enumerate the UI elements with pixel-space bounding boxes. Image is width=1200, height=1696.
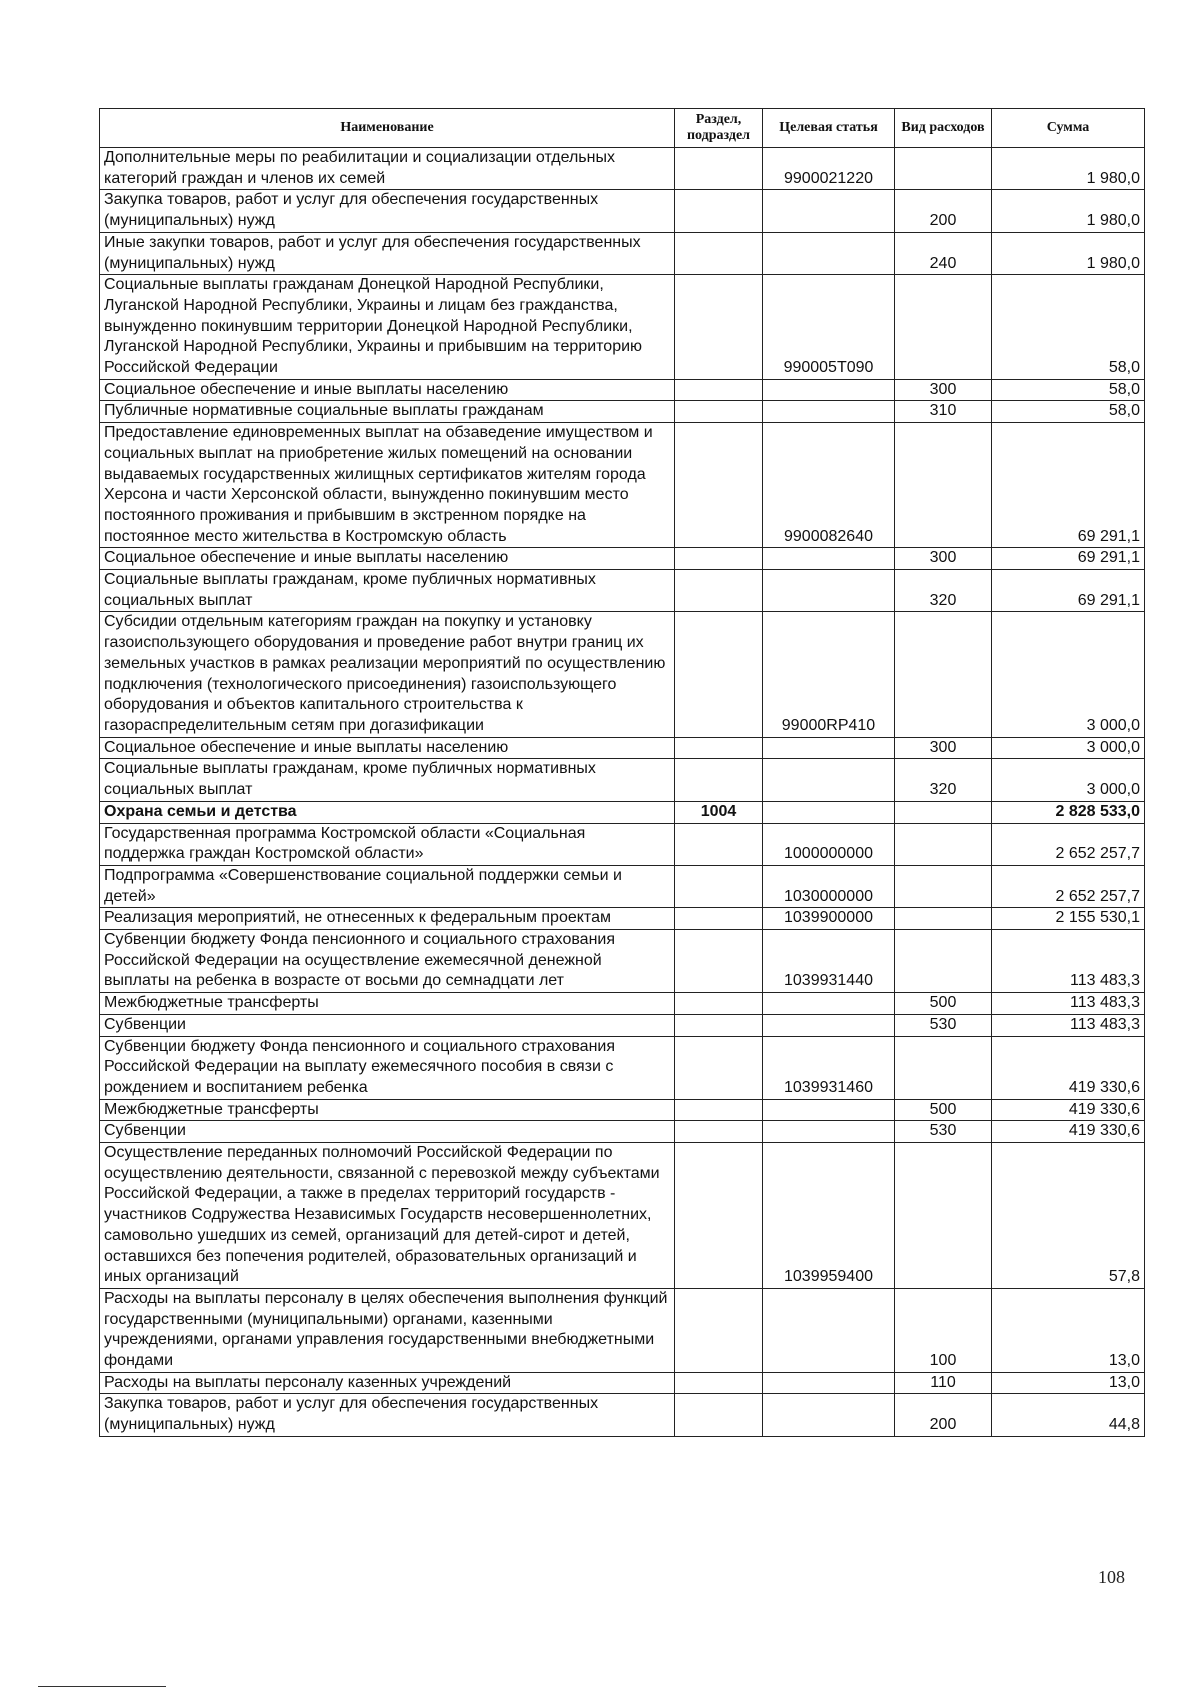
cell-sum: 419 330,6 [992, 1099, 1145, 1121]
cell-sum: 1 980,0 [992, 190, 1145, 232]
cell-target: 1039900000 [763, 908, 895, 930]
cell-section: 1004 [675, 801, 763, 823]
table-row [100, 423, 1145, 548]
table-row [100, 993, 1145, 1015]
cell-target [763, 1121, 895, 1143]
cell-expense-type [895, 1036, 992, 1099]
cell-sum: 69 291,1 [992, 570, 1145, 612]
cell-expense-type: 500 [895, 1099, 992, 1121]
cell-name: Социальное обеспечение и иные выплаты населению [100, 548, 675, 570]
cell-name: Реализация мероприятий, не отнесенных к федеральным проектам [100, 908, 675, 930]
cell-target [763, 190, 895, 232]
cell-expense-type: 310 [895, 401, 992, 423]
table-header-row [100, 109, 1145, 148]
cell-sum: 3 000,0 [992, 759, 1145, 801]
cell-section [675, 737, 763, 759]
table-row [100, 1014, 1145, 1036]
cell-expense-type [895, 423, 992, 548]
cell-expense-type [895, 908, 992, 930]
cell-sum: 2 652 257,7 [992, 865, 1145, 907]
cell-section [675, 148, 763, 190]
cell-name: Расходы на выплаты персоналу в целях обеспечения выполнения функций государственными (муниципальными) органами, казенными учреждениями, органами управления государственными внебюджетными фондами [100, 1288, 675, 1372]
table-row [100, 148, 1145, 190]
table-row [100, 801, 1145, 823]
table-row [100, 737, 1145, 759]
cell-name: Социальные выплаты гражданам, кроме публичных нормативных социальных выплат [100, 759, 675, 801]
cell-section [675, 570, 763, 612]
table-row [100, 275, 1145, 380]
cell-section [675, 612, 763, 737]
cell-section [675, 865, 763, 907]
cell-expense-type: 530 [895, 1014, 992, 1036]
cell-sum: 419 330,6 [992, 1121, 1145, 1143]
table-row [100, 823, 1145, 865]
cell-sum: 44,8 [992, 1394, 1145, 1436]
header-section: Раздел, подраздел [675, 109, 763, 148]
cell-section [675, 823, 763, 865]
table-row [100, 865, 1145, 907]
table-row [100, 401, 1145, 423]
cell-expense-type [895, 930, 992, 993]
cell-name: Закупка товаров, работ и услуг для обеспечения государственных (муниципальных) нужд [100, 190, 675, 232]
cell-expense-type: 300 [895, 548, 992, 570]
cell-sum: 58,0 [992, 401, 1145, 423]
cell-sum: 113 483,3 [992, 930, 1145, 993]
cell-name: Субсидии отдельным категориям граждан на покупку и установку газоиспользующего оборудования и проведение работ внутри границ их земельных участков в рамках реализации мероприятий по осуществлению подключения (технологического присоединения) газоиспользующего оборудования и объектов капитального строительства к газораспределительным сетям при догазификации [100, 612, 675, 737]
cell-target [763, 401, 895, 423]
cell-target [763, 232, 895, 274]
page-number: 108 [1098, 1567, 1125, 1587]
cell-section [675, 1036, 763, 1099]
table-row [100, 232, 1145, 274]
cell-section [675, 379, 763, 401]
cell-name: Осуществление переданных полномочий Российской Федерации по осуществлению деятельности, связанной с перевозкой между субъектами Российской Федерации, а также в пределах территорий государств - участников Содружества Независимых Государств несовершеннолетних, самовольно ушедших из семей, организаций для детей-сирот и детей, оставшихся без попечения родителей, образовательных организаций и иных организаций [100, 1143, 675, 1289]
cell-target: 1039931460 [763, 1036, 895, 1099]
cell-target [763, 548, 895, 570]
header-sum: Сумма [992, 109, 1145, 148]
cell-target: 1039959400 [763, 1143, 895, 1289]
cell-name: Социальное обеспечение и иные выплаты населению [100, 379, 675, 401]
table-row [100, 1288, 1145, 1372]
table-row [100, 759, 1145, 801]
cell-section [675, 908, 763, 930]
cell-name: Субвенции [100, 1121, 675, 1143]
cell-sum: 113 483,3 [992, 993, 1145, 1015]
cell-target [763, 1099, 895, 1121]
cell-expense-type: 200 [895, 190, 992, 232]
cell-section [675, 993, 763, 1015]
cell-target: 1030000000 [763, 865, 895, 907]
cell-sum: 13,0 [992, 1288, 1145, 1372]
cell-expense-type [895, 612, 992, 737]
cell-expense-type: 320 [895, 570, 992, 612]
cell-section [675, 1394, 763, 1436]
cell-section [675, 423, 763, 548]
cell-sum: 113 483,3 [992, 1014, 1145, 1036]
cell-sum: 69 291,1 [992, 548, 1145, 570]
cell-name: Подпрограмма «Совершенствование социальной поддержки семьи и детей» [100, 865, 675, 907]
cell-expense-type [895, 275, 992, 380]
cell-name: Охрана семьи и детства [100, 801, 675, 823]
footer-divider [38, 1686, 166, 1687]
cell-expense-type: 200 [895, 1394, 992, 1436]
cell-sum: 2 828 533,0 [992, 801, 1145, 823]
cell-target: 9900021220 [763, 148, 895, 190]
cell-name: Социальные выплаты гражданам, кроме публичных нормативных социальных выплат [100, 570, 675, 612]
cell-name: Субвенции [100, 1014, 675, 1036]
cell-section [675, 232, 763, 274]
cell-target: 1039931440 [763, 930, 895, 993]
cell-name: Иные закупки товаров, работ и услуг для обеспечения государственных (муниципальных) нужд [100, 232, 675, 274]
cell-target [763, 1372, 895, 1394]
cell-target [763, 1288, 895, 1372]
cell-section [675, 190, 763, 232]
cell-expense-type [895, 823, 992, 865]
cell-section [675, 548, 763, 570]
cell-expense-type: 100 [895, 1288, 992, 1372]
cell-name: Публичные нормативные социальные выплаты гражданам [100, 401, 675, 423]
cell-name: Социальные выплаты гражданам Донецкой Народной Республики, Луганской Народной Республики, Украины и лицам без гражданства, вынужденно покинувшим территории Донецкой Народной Республики, Луганской Народной Республики, Украины и прибывшим на территорию Российской Федерации [100, 275, 675, 380]
header-expense-type: Вид расходов [895, 109, 992, 148]
table-row [100, 548, 1145, 570]
table-row [100, 930, 1145, 993]
header-target: Целевая статья [763, 109, 895, 148]
cell-target [763, 737, 895, 759]
table-row [100, 1036, 1145, 1099]
cell-name: Межбюджетные трансферты [100, 1099, 675, 1121]
cell-target [763, 1014, 895, 1036]
cell-expense-type: 240 [895, 232, 992, 274]
cell-expense-type: 500 [895, 993, 992, 1015]
cell-expense-type [895, 1143, 992, 1289]
cell-section [675, 1143, 763, 1289]
cell-expense-type: 530 [895, 1121, 992, 1143]
table-row [100, 1121, 1145, 1143]
cell-expense-type: 320 [895, 759, 992, 801]
cell-section [675, 1099, 763, 1121]
cell-sum: 419 330,6 [992, 1036, 1145, 1099]
cell-section [675, 1288, 763, 1372]
cell-target [763, 379, 895, 401]
cell-name: Расходы на выплаты персоналу казенных учреждений [100, 1372, 675, 1394]
cell-section [675, 1372, 763, 1394]
cell-name: Субвенции бюджету Фонда пенсионного и социального страхования Российской Федерации на осуществление ежемесячной денежной выплаты на ребенка в возрасте от восьми до семнадцати лет [100, 930, 675, 993]
cell-target: 99000RP410 [763, 612, 895, 737]
cell-sum: 13,0 [992, 1372, 1145, 1394]
cell-sum: 1 980,0 [992, 232, 1145, 274]
table-row [100, 1372, 1145, 1394]
cell-target [763, 570, 895, 612]
cell-section [675, 930, 763, 993]
cell-sum: 2 155 530,1 [992, 908, 1145, 930]
cell-target [763, 801, 895, 823]
cell-name: Дополнительные меры по реабилитации и социализации отдельных категорий граждан и членов их семей [100, 148, 675, 190]
cell-expense-type: 300 [895, 379, 992, 401]
cell-sum: 69 291,1 [992, 423, 1145, 548]
cell-section [675, 401, 763, 423]
table-row [100, 1143, 1145, 1289]
table-row [100, 379, 1145, 401]
cell-name: Закупка товаров, работ и услуг для обеспечения государственных (муниципальных) нужд [100, 1394, 675, 1436]
cell-sum: 2 652 257,7 [992, 823, 1145, 865]
table-body [100, 148, 1145, 1437]
cell-section [675, 1014, 763, 1036]
table-row [100, 1394, 1145, 1436]
cell-name: Государственная программа Костромской области «Социальная поддержка граждан Костромской области» [100, 823, 675, 865]
cell-sum: 57,8 [992, 1143, 1145, 1289]
table-row [100, 612, 1145, 737]
cell-expense-type [895, 865, 992, 907]
cell-name: Социальное обеспечение и иные выплаты населению [100, 737, 675, 759]
cell-sum: 58,0 [992, 275, 1145, 380]
cell-sum: 3 000,0 [992, 737, 1145, 759]
cell-expense-type: 300 [895, 737, 992, 759]
cell-target: 990005Т090 [763, 275, 895, 380]
cell-section [675, 275, 763, 380]
cell-expense-type [895, 148, 992, 190]
cell-sum: 58,0 [992, 379, 1145, 401]
table-row [100, 908, 1145, 930]
header-name: Наименование [100, 109, 675, 148]
table-row [100, 190, 1145, 232]
cell-expense-type: 110 [895, 1372, 992, 1394]
cell-name: Межбюджетные трансферты [100, 993, 675, 1015]
cell-name: Предоставление единовременных выплат на обзаведение имуществом и социальных выплат на приобретение жилых помещений на основании выдаваемых государственных жилищных сертификатов жителям города Херсона и части Херсонской области, вынужденно покинувшим место постоянного проживания и прибывшим в экстренном порядке на постоянное место жительства в Костромскую область [100, 423, 675, 548]
cell-section [675, 759, 763, 801]
cell-target: 1000000000 [763, 823, 895, 865]
table-row [100, 1099, 1145, 1121]
cell-name: Субвенции бюджету Фонда пенсионного и социального страхования Российской Федерации на выплату ежемесячного пособия в связи с рождением и воспитанием ребенка [100, 1036, 675, 1099]
cell-target [763, 1394, 895, 1436]
cell-target: 9900082640 [763, 423, 895, 548]
cell-expense-type [895, 801, 992, 823]
cell-section [675, 1121, 763, 1143]
cell-target [763, 993, 895, 1015]
cell-target [763, 759, 895, 801]
cell-sum: 3 000,0 [992, 612, 1145, 737]
cell-sum: 1 980,0 [992, 148, 1145, 190]
table-row [100, 570, 1145, 612]
budget-table [99, 108, 1145, 1437]
